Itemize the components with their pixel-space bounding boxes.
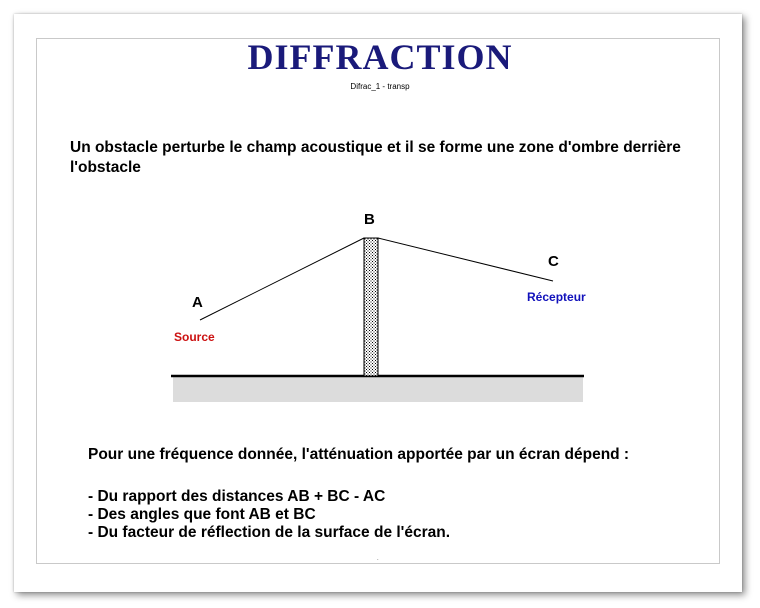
source-label: Source: [174, 330, 215, 344]
point-c-label: C: [548, 253, 559, 270]
factor-list: [88, 488, 450, 542]
path-bc: [378, 238, 553, 281]
obstacle-screen: [364, 238, 378, 376]
factor-item: - Du rapport des distances AB + BC - AC: [88, 488, 386, 505]
stray-mark: .: [377, 556, 379, 562]
page-title: DIFFRACTION: [247, 37, 513, 77]
intro-text: Un obstacle perturbe le champ acoustique et il se forme une zone d'ombre derrière l'obstacle: [70, 139, 681, 176]
page-subtitle: Difrac_1 - transp: [350, 82, 410, 91]
ground-area: [173, 376, 583, 402]
path-ab: [200, 238, 364, 320]
conclusion-lead: Pour une fréquence donnée, l'atténuation apportée par un écran dépend :: [88, 446, 630, 463]
point-a-label: A: [192, 294, 203, 311]
factor-item: - Des angles que font AB et BC: [88, 506, 316, 523]
receiver-label: Récepteur: [527, 290, 586, 304]
factor-item: - Du facteur de réflection de la surface de l'écran.: [88, 524, 451, 541]
point-b-label: B: [364, 211, 375, 228]
